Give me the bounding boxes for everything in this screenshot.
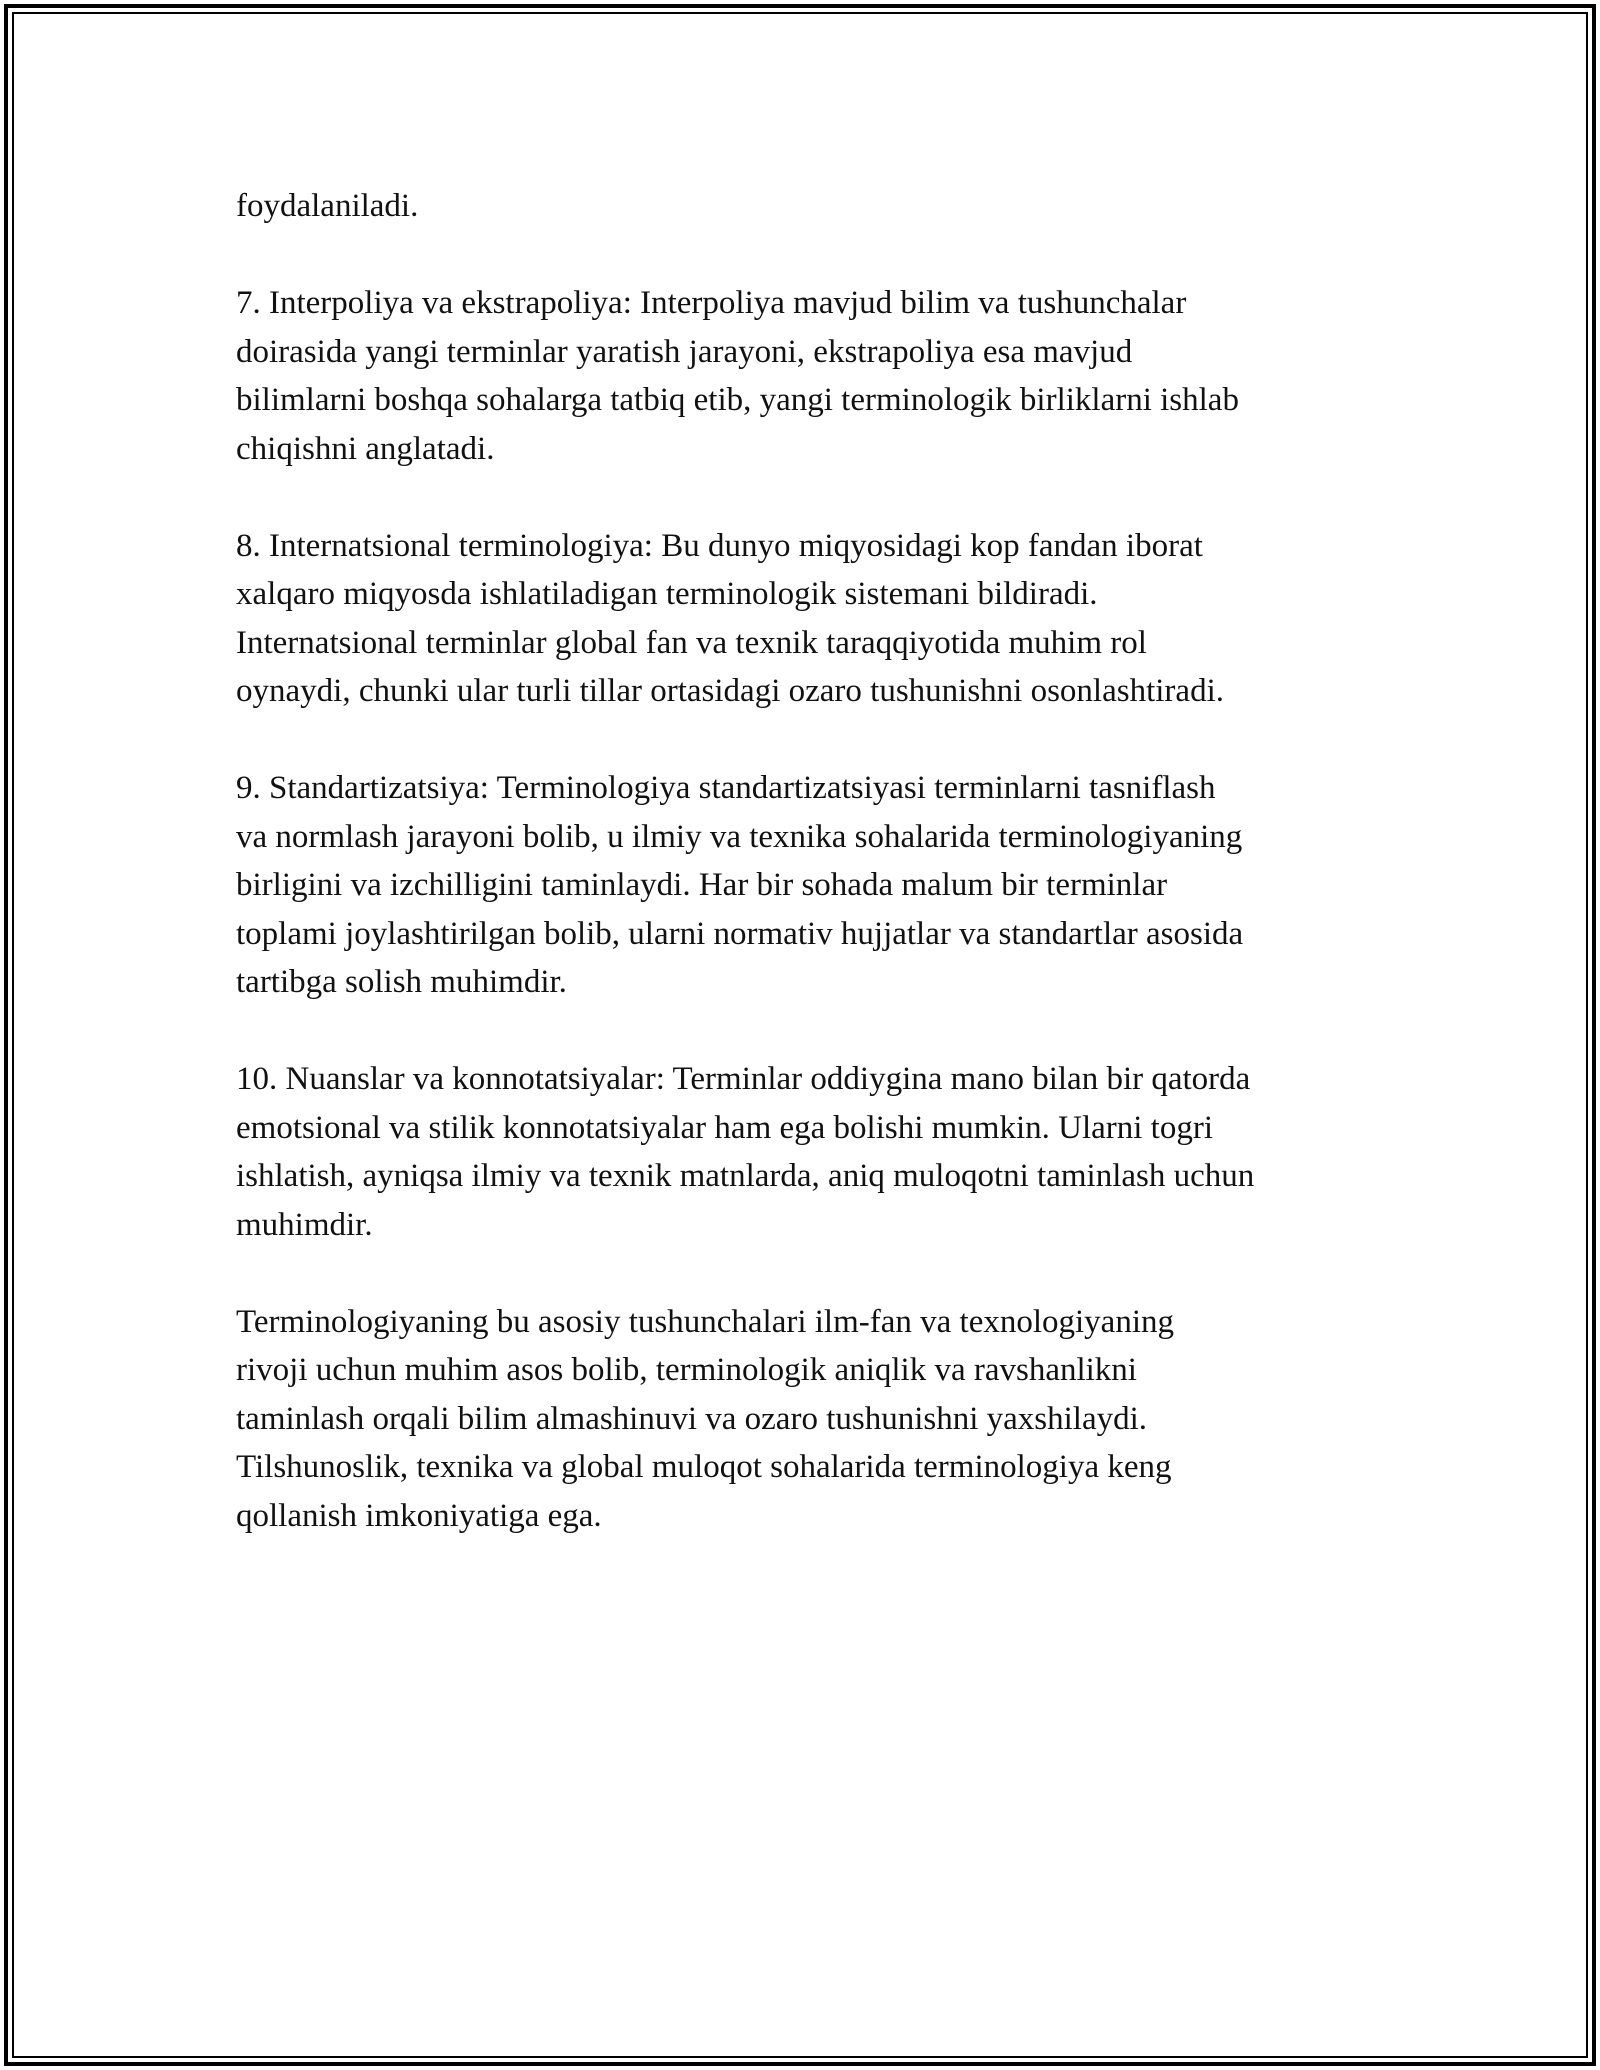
paragraph-standardization: 9. Standartizatsiya: Terminologiya standartizatsiyasi terminlarni tasniflash va normlash jarayoni bolib, u ilmiy va texnika sohalarida terminologiyaning birligini va izchilligini taminlaydi. Har bir sohada malum bir terminlar toplami joylashtirilgan bolib, ularni normativ hujjatlar va standartlar asosida tartibga solish muhimdir.	[236, 770, 1244, 1000]
paragraph-international-terminology: 8. Internatsional terminologiya: Bu dunyo miqyosidagi kop fandan iborat xalqaro miqyosda ishlatiladigan terminologik sistemani bildiradi. Internatsional terminlar global fan va texnik taraqqiyotida muhim rol oynaydi, chunki ular turli tillar ortasidagi ozaro tushunishni osonlashtiradi.	[236, 527, 1224, 709]
document-body	[236, 182, 1396, 1540]
paragraph-interpolation: 7. Interpoliya va ekstrapoliya: Interpoliya mavjud bilim va tushunchalar doirasida yangi terminlar yaratish jarayoni, ekstrapoliya esa mavjud bilimlarni boshqa sohalarga tatbiq etib, yangi terminologik birliklarni ishlab chiqishni anglatadi.	[236, 285, 1239, 467]
paragraph-nuances: 10. Nuanslar va konnotatsiyalar: Terminlar oddiygina mano bilan bir qatorda emotsional va stilik konnotatsiyalar ham ega bolishi mumkin. Ularni togri ishlatish, ayniqsa ilmiy va texnik matnlarda, aniq muloqotni taminlash uchun muhimdir.	[236, 1061, 1255, 1243]
paragraph-conclusion: Terminologiyaning bu asosiy tushunchalari ilm-fan va texnologiyaning rivoji uchun muhim asos bolib, terminologik aniqlik va ravshanlikni taminlash orqali bilim almashinuvi va ozaro tushunishni yaxshilaydi. Tilshunoslik, texnika va global muloqot sohalarida terminologiya keng qollanish imkoniyatiga ega.	[236, 1303, 1175, 1534]
paragraph-continuation: foydalaniladi.	[236, 188, 419, 224]
